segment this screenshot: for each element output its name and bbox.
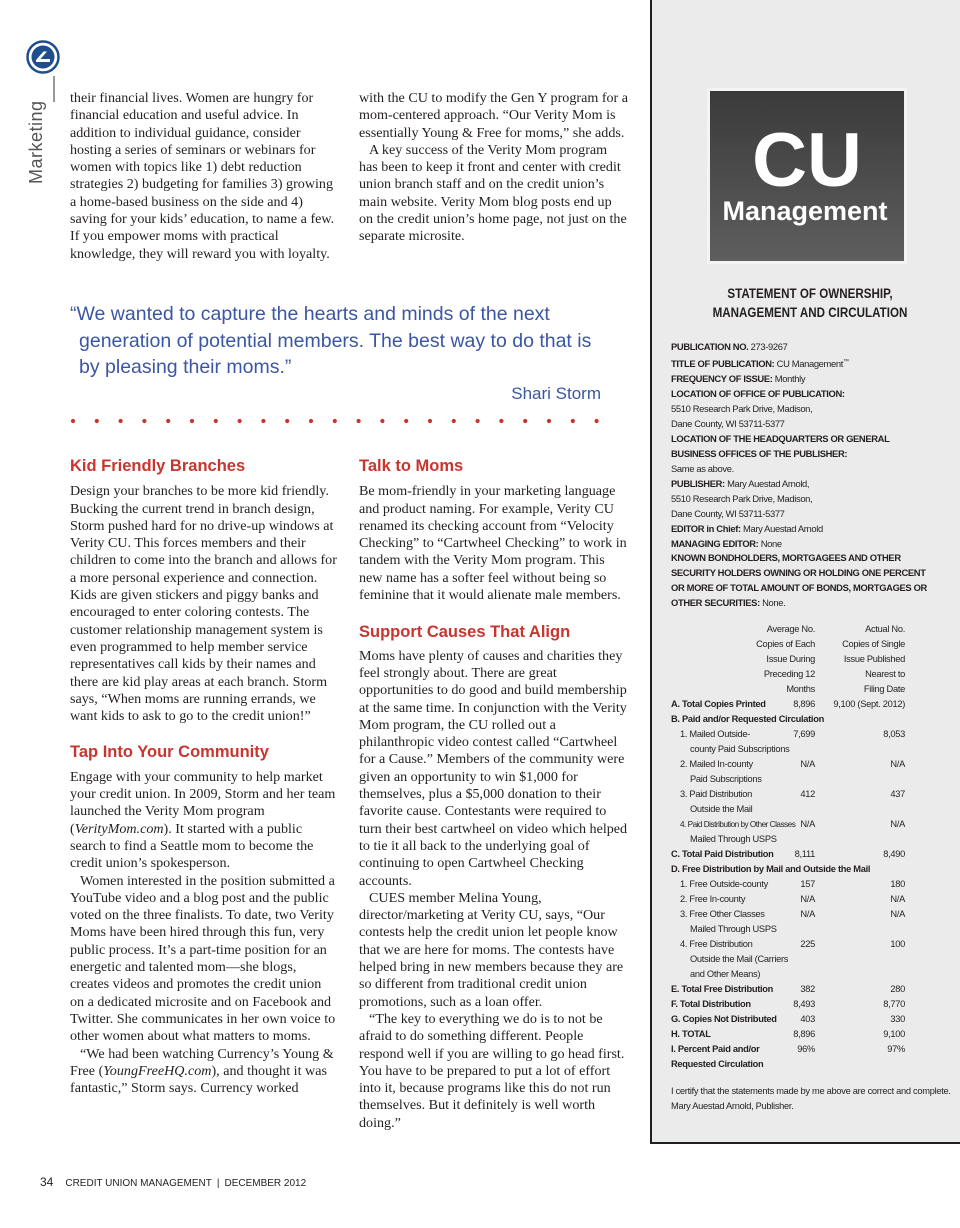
section-paragraph: “We had been watching Currency’s Young & Free (YoungFreeHQ.com), and thought it was fantastic,” Storm says. Currency worked — [70, 1045, 334, 1097]
statement-title — [681, 284, 939, 322]
row-actual-value: 97% — [887, 1044, 905, 1054]
certification — [671, 1084, 956, 1114]
page-footer — [40, 1175, 306, 1189]
row-label: Requested Circulation — [671, 1059, 764, 1069]
header-line: Actual No. — [865, 624, 905, 634]
divider-dot — [71, 419, 75, 423]
row-average-value: 225 — [800, 939, 815, 949]
row-actual-value: 100 — [890, 939, 905, 949]
divider-dot — [95, 419, 99, 423]
table-row — [671, 997, 905, 1012]
row-label: Mailed Through USPS — [690, 834, 777, 844]
publication-logo-icon — [26, 40, 60, 74]
section-heading-talk-to-moms: Talk to Moms — [359, 457, 464, 475]
divider-dot — [309, 419, 313, 423]
article-column-2 — [359, 458, 629, 1132]
intro-column-2 — [359, 90, 629, 246]
footer-separator: | — [216, 1178, 220, 1189]
row-average-value: 8,896 — [793, 699, 815, 709]
table-row — [671, 802, 905, 817]
table-row — [671, 982, 905, 997]
section-heading-community: Tap Into Your Community — [70, 743, 269, 762]
row-label: 1. Free Outside-county — [680, 879, 768, 889]
divider-dot — [380, 419, 384, 423]
statement-title-line: MANAGEMENT AND CIRCULATION — [712, 305, 908, 320]
row-label: I. Percent Paid and/or — [671, 1044, 760, 1054]
row-label: F. Total Distribution — [671, 999, 751, 1009]
divider-dot — [404, 419, 408, 423]
section-paragraph: Design your branches to be more kid friendly. Bucking the current trend in branch design, Storm pushed hard for no drive-up windows at Verity CU. This forces members and their children to come into the branch and allows for a more personal experience and connection. Kids are given stickers and piggy banks and encouraged to enter coloring contests. The customer relationship management system is even programmed to help member service representatives call kids by their names and there are kid play areas at each branch. Storm says, “When moms are running errands, we want kids to ask to go to the credit union!” — [70, 483, 337, 725]
row-label: 4. Free Distribution — [680, 939, 753, 949]
table-row — [671, 742, 905, 757]
row-average-value: N/A — [800, 894, 815, 904]
row-actual-value: 8,053 — [883, 729, 905, 739]
row-average-value: N/A — [800, 819, 815, 829]
table-row — [671, 907, 905, 922]
row-average-value: N/A — [800, 759, 815, 769]
table-row — [671, 967, 905, 982]
row-average-value: 8,111 — [794, 849, 815, 859]
row-average-value: 8,493 — [793, 999, 815, 1009]
row-label: Paid Subscriptions — [690, 774, 762, 784]
table-row — [671, 892, 905, 907]
row-average-value: 412 — [800, 789, 815, 799]
divider-dot — [119, 419, 123, 423]
divider-dot — [214, 419, 218, 423]
section-paragraph: Engage with your community to help market your credit union. In 2009, Storm and her team launched the Verity Mom program (VerityMom.com). It started with a public search to find a Seattle mom to become the credit union’s spokesperson. — [70, 768, 336, 872]
row-label: 3. Paid Distribution — [680, 789, 753, 799]
statement-title-line: STATEMENT OF OWNERSHIP, — [727, 286, 893, 301]
header-line: Months — [786, 684, 815, 694]
section-paragraph: Women interested in the position submitted a YouTube video and a blog post and the public voted on the three finalists. To date, two Verity Moms have been hired through this fun, very public process. It’s a part-time position for an energetic and talented mom—she blogs, creates videos and promotes the credit union on a dedicated microsite and on Facebook and Twitter. She communicates in her own voice to other women about what matters to moms. — [70, 872, 336, 1045]
page-number: 34 — [40, 1175, 54, 1189]
table-row — [671, 832, 905, 847]
row-average-value: 403 — [800, 1014, 815, 1024]
table-row — [671, 937, 905, 952]
header-line: Preceding 12 — [763, 669, 815, 679]
divider-dot — [476, 419, 480, 423]
row-label: G. Copies Not Distributed — [671, 1014, 777, 1024]
footer-issue: DECEMBER 2012 — [224, 1178, 307, 1189]
youngfreehq-link[interactable]: YoungFreeHQ.com — [103, 1062, 212, 1079]
row-actual-value: 180 — [890, 879, 905, 889]
row-label: Outside the Mail (Carriers — [690, 954, 789, 964]
table-row — [671, 1027, 905, 1042]
row-label: Outside the Mail — [690, 804, 753, 814]
table-row — [671, 772, 905, 787]
intro-paragraph: their financial lives. Women are hungry for financial education and useful advice. In addition to individual guidance, consider hosting a series of seminars or webinars for women with topics like 1) debt reduction strategies 2) budgeting for families 3) growing a home-based business on the side and 4) saving for your kids’ education, to name a few. If you empower moms with practical knowledge, they will reward you with loyalty. — [70, 90, 335, 262]
divider-dot — [357, 419, 361, 423]
table-row — [671, 877, 905, 892]
row-label: 2. Free In-county — [680, 894, 746, 904]
section-divider — [53, 76, 57, 102]
row-label: H. TOTAL — [671, 1029, 711, 1039]
table-row — [671, 1012, 905, 1027]
intro-paragraph: with the CU to modify the Gen Y program for a mom-centered approach. “Our Verity Mom is essentially Young & Free for moms,” she adds. — [359, 90, 629, 141]
row-label: D. Free Distribution by Mail and Outside the Mail — [671, 864, 871, 874]
divider-dot — [571, 419, 575, 423]
divider-dot — [452, 419, 456, 423]
row-actual-value: 8,770 — [883, 999, 905, 1009]
divider-dot — [190, 419, 194, 423]
row-actual-value: 9,100 — [883, 1029, 905, 1039]
row-actual-value: 437 — [890, 789, 905, 799]
row-average-value: N/A — [800, 909, 815, 919]
row-actual-value: N/A — [890, 909, 905, 919]
intro-paragraph: A key success of the Verity Mom program has been to keep it front and center with credit union branch staff and on the credit union’s main website. Verity Mom blog posts end up on the credit union’s home page, not just on the separate microsite. — [359, 141, 627, 245]
divider-dot — [166, 419, 170, 423]
pull-quote-attribution: Shari Storm — [511, 384, 601, 403]
table-row — [671, 952, 905, 967]
divider-dot — [499, 419, 503, 423]
table-header-actual — [842, 622, 905, 697]
certification-signature: Mary Auestad Arnold, Publisher. — [671, 1101, 794, 1111]
table-row — [671, 727, 905, 742]
divider-dot — [285, 419, 289, 423]
header-line: Copies of Single — [842, 639, 905, 649]
row-average-value: 382 — [800, 984, 815, 994]
header-line: Issue Published — [843, 654, 905, 664]
row-label: E. Total Free Distribution — [671, 984, 774, 994]
row-label: A. Total Copies Printed — [671, 699, 766, 709]
statement-info: PUBLICATION NO. 273-9267 TITLE OF PUBLICATION: CU Management™ FREQUENCY OF ISSUE: Monthly LOCATION OF OFFICE OF PUBLICATION: 5510 Research Park Drive, Madison, Dane County, WI 53711-5377 LOCATION OF THE HEADQUARTERS OR GENERAL BUSINESS OFFICES OF THE PUBLISHER: Same as above. PUBLISHER: Mary Auestad Arnold, 5510 Research Park Drive, Madison, Dane County, WI 53711-5377 EDITOR in Chief: Mary Auestad Arnold MANAGING EDITOR: None KNOWN BONDHOLDERS, MORTGAGEES AND OTHER SECURITY HOLDERS OWNING OR HOLDING ONE PERCENT OR MORE OF TOTAL AMOUNT OF BONDS, MORTGAGES OR OTHER SECURITIES: None. — [671, 341, 927, 609]
row-actual-value: N/A — [890, 894, 905, 904]
section-paragraph: CUES member Melina Young, director/marketing at Verity CU, says, “Our contests help the credit union let people know that we are here for moms. The contests have helped bring in new members because they are so different from traditional credit union promotions, such as a loan offer. — [359, 889, 624, 1010]
table-header-average — [756, 622, 815, 697]
pull-quote — [70, 301, 610, 381]
divider-dot — [142, 419, 146, 423]
table-row — [671, 1057, 905, 1072]
header-line: Filing Date — [863, 684, 905, 694]
divider-dot — [333, 419, 337, 423]
divider-dot — [547, 419, 551, 423]
row-actual-value: N/A — [890, 819, 905, 829]
header-line: Nearest to — [865, 669, 905, 679]
intro-column-1 — [70, 90, 338, 263]
row-average-value: 157 — [800, 879, 815, 889]
section-paragraph: “The key to everything we do is to not be afraid to do something different. People respond well if you are willing to go head first. You have to be prepared to put a lot of effort into it, because programs like this do not run themselves. But it definitely is well worth doing.” — [359, 1010, 625, 1131]
table-row — [671, 847, 905, 862]
row-actual-value: N/A — [890, 759, 905, 769]
section-paragraph: Be mom-friendly in your marketing language and product naming. For example, Verity CU renamed its checking account from “Velocity Checking” to “Cartwheel Checking” to work in tandem with the Verity Mom program. This new name has a softer feel without being so feminine that it would alienate male members. — [359, 483, 627, 604]
table-row — [671, 922, 905, 937]
table-row — [671, 697, 905, 712]
header-line: Average No. — [766, 624, 815, 634]
section-heading-kid-friendly: Kid Friendly Branches — [70, 457, 246, 475]
footer-publication: CREDIT UNION MANAGEMENT — [65, 1178, 212, 1189]
divider-dot — [595, 419, 599, 423]
row-label: 1. Mailed Outside- — [680, 729, 751, 739]
table-row — [671, 787, 905, 802]
row-label: county Paid Subscriptions — [690, 744, 790, 754]
divider-dot — [238, 419, 242, 423]
table-row — [671, 862, 905, 877]
row-actual-value: 8,490 — [883, 849, 905, 859]
circulation-table — [671, 622, 905, 1072]
article-column-1 — [70, 458, 338, 1097]
row-label: 2. Mailed In-county — [680, 759, 753, 769]
divider-dot — [261, 419, 265, 423]
row-label: 3. Free Other Classes — [680, 909, 765, 919]
dotted-divider — [66, 415, 606, 427]
table-row — [671, 757, 905, 772]
section-label: Marketing — [26, 100, 46, 184]
divider-dot — [428, 419, 432, 423]
row-average-value: 96% — [797, 1044, 815, 1054]
row-average-value: 7,699 — [793, 729, 815, 739]
table-row — [671, 817, 905, 832]
row-label: B. Paid and/or Requested Circulation — [671, 714, 824, 724]
veritymom-link[interactable]: VerityMom.com — [74, 820, 164, 837]
table-row — [671, 712, 905, 727]
section-heading-support-causes: Support Causes That Align — [359, 623, 571, 642]
row-average-value: 8,896 — [793, 1029, 815, 1039]
row-actual-value: 280 — [890, 984, 905, 994]
logo-text-management: Management — [722, 196, 888, 226]
table-row — [671, 1042, 905, 1057]
row-label: Mailed Through USPS — [690, 924, 777, 934]
row-actual-value: 330 — [890, 1014, 905, 1024]
row-actual-value: 9,100 (Sept. 2012) — [833, 699, 905, 709]
row-label: 4. Paid Distribution by Other Classes — [680, 820, 796, 829]
row-label: C. Total Paid Distribution — [671, 849, 774, 859]
header-line: Issue During — [766, 654, 815, 664]
certification-line: I certify that the statements made by me above are correct and complete. — [671, 1086, 951, 1096]
pull-quote-text: “We wanted to capture the hearts and minds of the next generation of potential members. The best way to do that is by pleasing their moms.” — [70, 303, 592, 378]
divider-dot — [523, 419, 527, 423]
section-paragraph: Moms have plenty of causes and charities they feel strongly about. There are great opportunities to do good and build membership at the same time. In conjunction with the Verity Mom program, the CU rolled out a philanthropic video contest called “Cartwheel for a Cause.” Members of the community were given an opportunity to win $1,000 for themselves, plus a $5,000 donation to their favorite cause. Contestants were required to turn their best cartwheel on video which helped to tie it all back to the underlying goal of continuing to open Cartwheel Checking accounts. — [359, 647, 628, 889]
cu-management-logo — [707, 88, 907, 264]
header-line: Copies of Each — [756, 639, 815, 649]
logo-text-cu: CU — [752, 118, 862, 203]
row-label: and Other Means) — [690, 969, 761, 979]
